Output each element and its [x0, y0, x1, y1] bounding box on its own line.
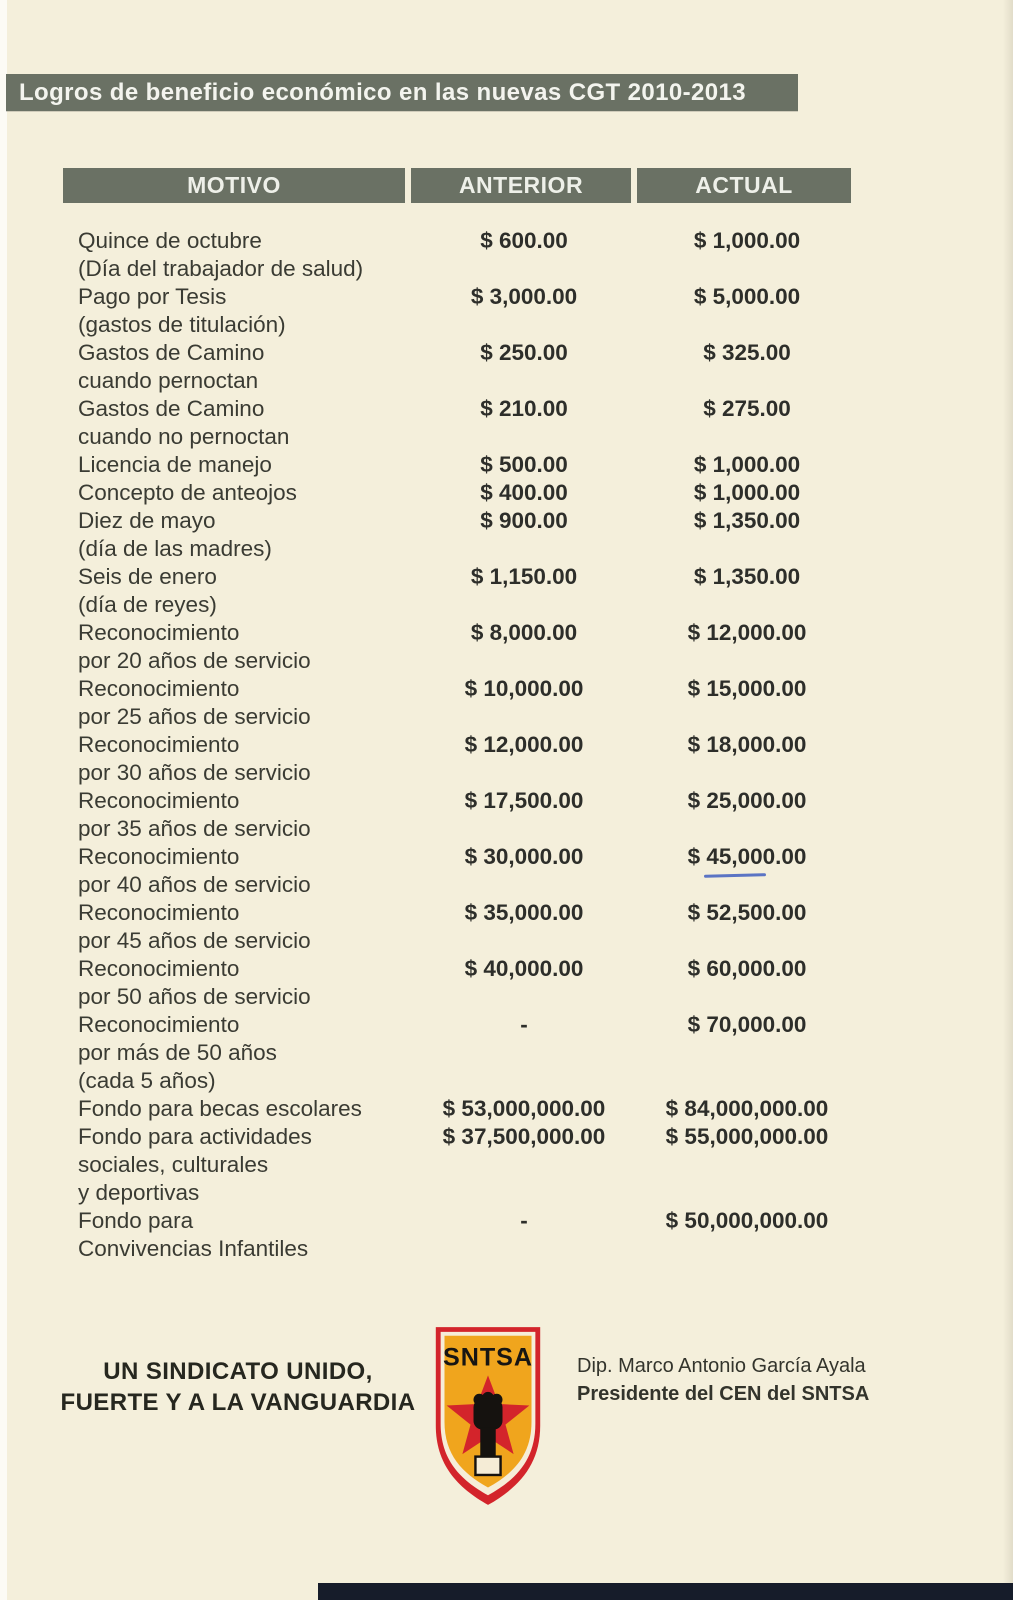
- actual-value: $ 275.00: [703, 396, 791, 421]
- credit-title: Presidente del CEN del SNTSA: [577, 1383, 870, 1405]
- sntsa-shield-icon: [430, 1320, 546, 1512]
- motivo-cell: [63, 787, 411, 843]
- motivo-line: Reconocimiento: [78, 788, 240, 813]
- motivo-line: Pago por Tesis: [78, 284, 227, 309]
- motivo-line: y deportivas: [78, 1180, 200, 1205]
- actual-value: $ 70,000.00: [687, 1012, 807, 1037]
- motivo-line: Fondo para becas escolares: [78, 1096, 362, 1121]
- motivo-line: Reconocimiento: [78, 676, 240, 701]
- motivo-line: cuando no pernoctan: [78, 424, 290, 449]
- slogan-line-1: UN SINDICATO UNIDO,: [103, 1358, 373, 1385]
- motivo-cell: [63, 1123, 411, 1207]
- anterior-value: $ 3,000.00: [470, 284, 578, 309]
- table-row: [63, 955, 857, 1011]
- credit-block: [577, 1352, 869, 1408]
- table-row: [63, 283, 857, 339]
- anterior-value: $ 37,500,000.00: [442, 1124, 606, 1149]
- scan-edge-left: [0, 0, 7, 1600]
- credit-name: Dip. Marco Antonio García Ayala: [577, 1355, 866, 1377]
- motivo-line: por 30 años de servicio: [78, 760, 311, 785]
- motivo-line: Fondo para actividades: [78, 1124, 312, 1149]
- motivo-line: por 25 años de servicio: [78, 704, 311, 729]
- motivo-cell: [63, 955, 411, 1011]
- column-header-anterior: ANTERIOR: [411, 168, 631, 203]
- motivo-cell: [63, 507, 411, 563]
- motivo-line: Licencia de manejo: [78, 452, 272, 477]
- table-row: [63, 619, 857, 675]
- table-row: [63, 1011, 857, 1095]
- motivo-line: Gastos de Camino: [78, 340, 265, 365]
- motivo-line: Diez de mayo: [78, 508, 216, 533]
- motivo-cell: [63, 1095, 411, 1123]
- motivo-line: (día de las madres): [78, 536, 272, 561]
- anterior-value: $ 30,000.00: [464, 844, 584, 869]
- motivo-line: (cada 5 años): [78, 1068, 216, 1093]
- table-row: [63, 563, 857, 619]
- motivo-cell: [63, 675, 411, 731]
- motivo-cell: [63, 395, 411, 451]
- motivo-line: por 40 años de servicio: [78, 872, 311, 897]
- table-row: [63, 1207, 857, 1263]
- motivo-line: (Día del trabajador de salud): [78, 256, 364, 281]
- motivo-line: Convivencias Infantiles: [78, 1236, 309, 1261]
- motivo-cell: [63, 619, 411, 675]
- table-row: [63, 1095, 857, 1123]
- motivo-line: Seis de enero: [78, 564, 217, 589]
- actual-value: $ 1,000.00: [693, 452, 801, 477]
- logo-text: SNTSA: [443, 1343, 533, 1372]
- anterior-value: $ 35,000.00: [464, 900, 584, 925]
- union-slogan: [58, 1356, 418, 1418]
- actual-value: $ 1,350.00: [693, 564, 801, 589]
- anterior-value: $ 250.00: [480, 340, 568, 365]
- table-row: [63, 787, 857, 843]
- actual-value: $ 1,350.00: [693, 508, 801, 533]
- anterior-value: $ 1,150.00: [470, 564, 578, 589]
- column-header-motivo: MOTIVO: [63, 168, 405, 203]
- motivo-cell: [63, 1011, 411, 1095]
- page-title: Logros de beneficio económico en las nuevas CGT 2010-2013: [6, 74, 798, 111]
- benefits-table-body: [63, 227, 857, 1263]
- motivo-line: Gastos de Camino: [78, 396, 265, 421]
- motivo-line: por 45 años de servicio: [78, 928, 311, 953]
- motivo-line: por más de 50 años: [78, 1040, 277, 1065]
- motivo-line: por 35 años de servicio: [78, 816, 311, 841]
- bottom-scan-strip: [318, 1583, 1013, 1600]
- table-row: [63, 507, 857, 563]
- anterior-value: $ 210.00: [480, 396, 568, 421]
- anterior-value: $ 10,000.00: [464, 676, 584, 701]
- actual-value: $ 15,000.00: [687, 676, 807, 701]
- motivo-line: sociales, culturales: [78, 1152, 269, 1177]
- table-row: [63, 843, 857, 899]
- table-row: [63, 675, 857, 731]
- motivo-cell: [63, 479, 411, 507]
- actual-value: $ 52,500.00: [687, 900, 807, 925]
- motivo-line: Reconocimiento: [78, 620, 240, 645]
- actual-value: $ 1,000.00: [693, 480, 801, 505]
- benefits-table: [63, 168, 857, 1263]
- anterior-value: $ 17,500.00: [464, 788, 584, 813]
- motivo-cell: [63, 731, 411, 787]
- table-row: [63, 899, 857, 955]
- motivo-cell: [63, 1207, 411, 1263]
- motivo-line: por 20 años de servicio: [78, 648, 311, 673]
- sntsa-logo: [430, 1320, 546, 1512]
- actual-value: $ 325.00: [703, 340, 791, 365]
- motivo-cell: [63, 843, 411, 899]
- motivo-line: Reconocimiento: [78, 732, 240, 757]
- actual-value: $ 55,000,000.00: [665, 1124, 829, 1149]
- table-row: [63, 395, 857, 451]
- actual-value: $ 18,000.00: [687, 732, 807, 757]
- motivo-cell: [63, 563, 411, 619]
- motivo-cell: [63, 227, 411, 283]
- motivo-line: Fondo para: [78, 1208, 194, 1233]
- table-row: [63, 479, 857, 507]
- motivo-line: Reconocimiento: [78, 1012, 240, 1037]
- actual-value: $ 45,000.00: [687, 844, 807, 869]
- motivo-line: (día de reyes): [78, 592, 217, 617]
- actual-value: $ 1,000.00: [693, 228, 801, 253]
- anterior-value: $ 400.00: [480, 480, 568, 505]
- motivo-cell: [63, 451, 411, 479]
- motivo-line: Reconocimiento: [78, 900, 240, 925]
- anterior-value: $ 12,000.00: [464, 732, 584, 757]
- actual-value: $ 25,000.00: [687, 788, 807, 813]
- anterior-value: $ 500.00: [480, 452, 568, 477]
- table-row: [63, 1123, 857, 1207]
- actual-value: $ 5,000.00: [693, 284, 801, 309]
- anterior-value: $ 53,000,000.00: [442, 1096, 606, 1121]
- actual-value: $ 84,000,000.00: [665, 1096, 829, 1121]
- table-row: [63, 227, 857, 283]
- actual-value: $ 12,000.00: [687, 620, 807, 645]
- motivo-cell: [63, 283, 411, 339]
- actual-value: $ 60,000.00: [687, 956, 807, 981]
- motivo-line: Reconocimiento: [78, 844, 240, 869]
- motivo-line: cuando pernoctan: [78, 368, 259, 393]
- anterior-value: $ 8,000.00: [470, 620, 578, 645]
- motivo-line: Reconocimiento: [78, 956, 240, 981]
- anterior-value: $ 900.00: [480, 508, 568, 533]
- anterior-value: $ 40,000.00: [464, 956, 584, 981]
- motivo-line: Concepto de anteojos: [78, 480, 297, 505]
- motivo-line: Quince de octubre: [78, 228, 262, 253]
- anterior-value: -: [520, 1012, 528, 1037]
- anterior-value: -: [520, 1208, 528, 1233]
- table-header: [63, 168, 857, 203]
- motivo-line: (gastos de titulación): [78, 312, 286, 337]
- table-row: [63, 731, 857, 787]
- slogan-line-2: FUERTE Y A LA VANGUARDIA: [60, 1389, 416, 1416]
- column-header-actual: ACTUAL: [637, 168, 851, 203]
- anterior-value: $ 600.00: [480, 228, 568, 253]
- motivo-cell: [63, 339, 411, 395]
- table-row: [63, 451, 857, 479]
- scan-edge-right: [1003, 0, 1013, 1600]
- motivo-line: por 50 años de servicio: [78, 984, 311, 1009]
- table-row: [63, 339, 857, 395]
- motivo-cell: [63, 899, 411, 955]
- actual-value: $ 50,000,000.00: [665, 1208, 829, 1233]
